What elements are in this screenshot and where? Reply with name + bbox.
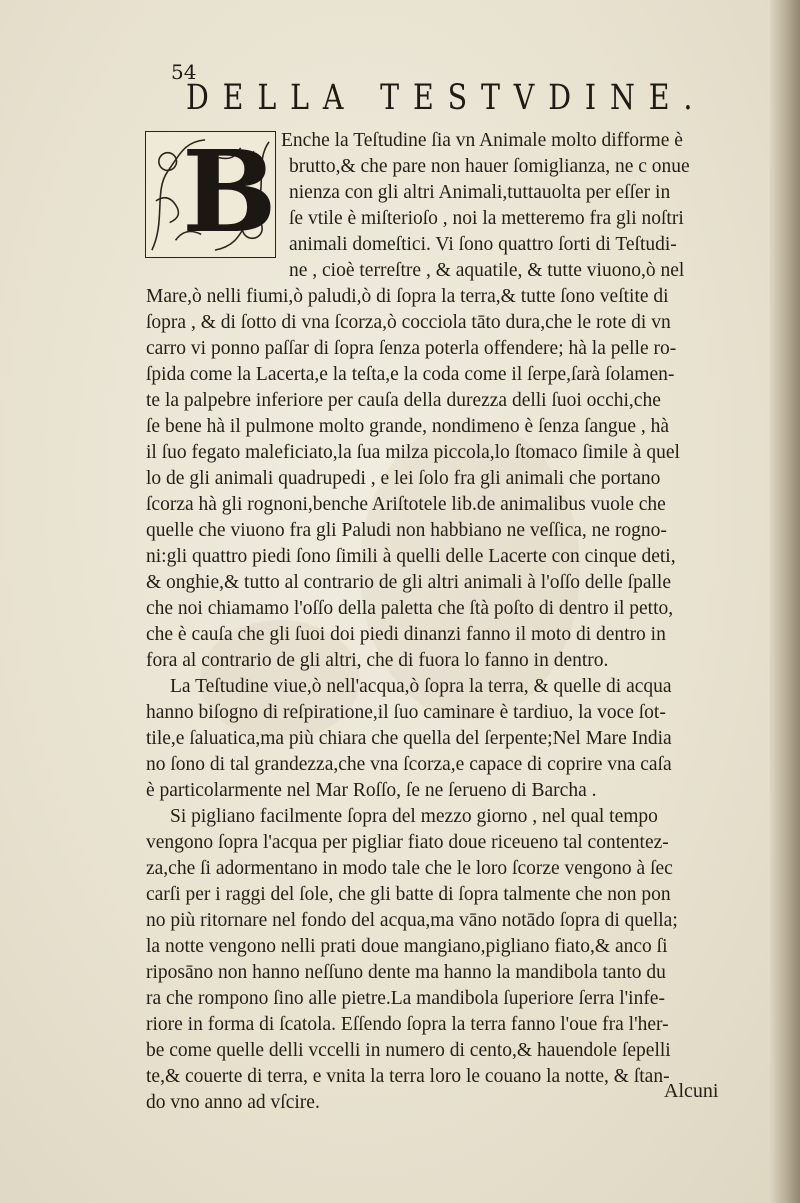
text-line: vengono ſopra l'acqua per pigliar fiato doue riceueno tal contentez-	[146, 832, 669, 853]
page-gutter-shadow	[770, 0, 800, 1203]
text-line: riposāno non hanno neſſuno dente ma hanno la mandibola tanto du	[146, 962, 666, 983]
decorated-initial	[145, 127, 277, 258]
text-line: quelle che viuono fra gli Paludi non habbiano ne veſſica, ne rogno-	[146, 520, 667, 541]
text-line: che noi chiamamo l'oſſo della paletta che ſtà poſto di dentro il petto,	[146, 598, 674, 619]
text-line: do vno anno ad vſcire.	[146, 1092, 320, 1113]
text-line: no ſono di tal grandezza,che vna ſcorza,e capace di coprire vna caſa	[146, 754, 672, 775]
text-line: lo de gli animali quadrupedi , e lei ſolo fra gli animali che portano	[146, 468, 661, 489]
text-line: ſcorza hà gli rognoni,benche Ariſtotele lib.de animalibus vuole che	[146, 494, 666, 515]
text-line: no più ritornare nel fondo del acqua,ma vāno notādo ſopra di quella;	[146, 910, 678, 931]
initial-letter: B	[182, 127, 277, 258]
text-line: fora al contrario de gli altri, che di fuora lo fanno in dentro.	[146, 650, 609, 671]
text-line: animali domeſtici. Vi ſono quattro ſorti di Teſtudi-	[289, 234, 677, 255]
text-line: ne , cioè terreſtre , & aquatile, & tutte viuono,ò nel	[289, 260, 685, 281]
text-line: ſe bene hà il pulmone molto grande, nondimeno è ſenza ſangue , hà	[146, 416, 670, 437]
text-line: ſpida come la Lacerta,e la teſta,e la coda come il ſerpe,ſarà ſolamen-	[146, 364, 675, 385]
text-line: nienza con gli altri Animali,tuttauolta per eſſer in	[289, 182, 671, 203]
page-title: DELLA TESTVDINE.	[186, 78, 707, 118]
text-line: carſi per i raggi del ſole, che gli batte di ſopra talmente che non pon	[146, 884, 671, 905]
text-line: che è cauſa che gli ſuoi doi piedi dinanzi fanno il moto di dentro in	[146, 624, 666, 645]
text-line: il ſuo fegato maleficiato,la ſua milza piccola,lo ſtomaco ſimile à quel	[146, 442, 680, 463]
text-line: Enche la Teſtudine ſia vn Animale molto difforme è	[281, 130, 683, 151]
text-line: Mare,ò nelli fiumi,ò paludi,ò di ſopra la terra,& tutte ſono veſtite di	[146, 286, 669, 307]
text-line: za,che ſi adormentano in modo tale che le loro ſcorze vengono à ſec	[146, 858, 673, 879]
text-line: brutto,& che pare non hauer ſomiglianza, ne c onue	[289, 156, 690, 177]
text-line: te la palpebre inferiore per cauſa della durezza delli ſuoi occhi,che	[146, 390, 661, 411]
catchword: Alcuni	[664, 1080, 719, 1102]
text-line: ra che rompono ſino alle pietre.La mandibola ſuperiore ſerra l'infe-	[146, 988, 665, 1009]
paragraph-start-line: La Teſtudine viue,ò nell'acqua,ò ſopra la terra, & quelle di acqua	[170, 676, 672, 697]
paragraph-start-line: Si pigliano facilmente ſopra del mezzo giorno , nel qual tempo	[170, 806, 658, 827]
text-line: ni:gli quattro piedi ſono ſimili à quelli delle Lacerte con cinque deti,	[146, 546, 676, 567]
text-line: la notte vengono nelli prati doue mangiano,pigliano fiato,& anco ſi	[146, 936, 668, 957]
text-line: è particolarmente nel Mar Roſſo, ſe ne ſerueno di Barcha .	[146, 780, 597, 801]
text-line: carro vi ponno paſſar di ſopra ſenza poterla offendere; hà la pelle ro-	[146, 338, 677, 359]
text-line: riore in forma di ſcatola. Eſſendo ſopra la terra fanno l'oue fra l'her-	[146, 1014, 669, 1035]
page-number: 54	[171, 60, 197, 84]
text-line: be come quelle delli vccelli in numero di cento,& hauendole ſepelli	[146, 1040, 671, 1061]
text-line: ſe vtile è miſterioſo , noi la metteremo fra gli noſtri	[289, 208, 684, 229]
text-line: tile,e ſaluatica,ma più chiara che quella del ſerpente;Nel Mare India	[146, 728, 672, 749]
text-line: hanno biſogno di reſpiratione,il ſuo caminare è tardiuo, la voce ſot-	[146, 702, 666, 723]
text-line: & onghie,& tutto al contrario de gli altri animali à l'oſſo delle ſpalle	[146, 572, 671, 593]
text-line: te,& couerte di terra, e vnita la terra loro le couano la notte, & ſtan-	[146, 1066, 670, 1087]
text-line: ſopra , & di ſotto di vna ſcorza,ò cocciola tāto dura,che le rote di vn	[146, 312, 671, 333]
